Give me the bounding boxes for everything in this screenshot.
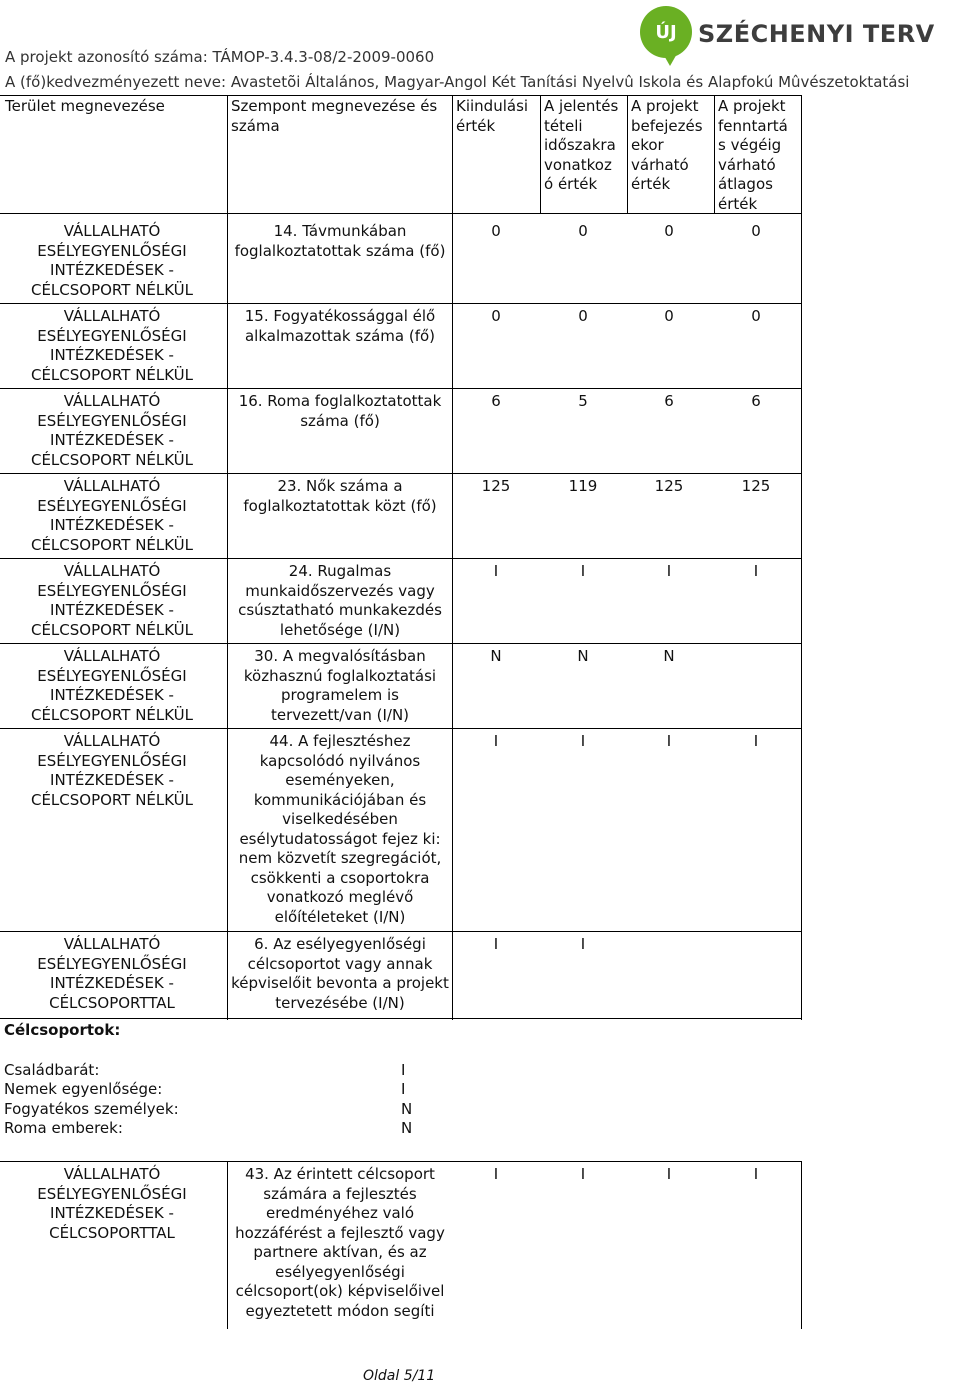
row-line-3 xyxy=(0,473,802,474)
row-line-1 xyxy=(0,303,802,304)
last-row-value-3: I xyxy=(666,1165,672,1183)
target-group-value: I xyxy=(401,1080,406,1098)
row-1-value-3: 0 xyxy=(664,222,674,240)
last-col-divider-1 xyxy=(227,1161,228,1329)
target-group-label: Nemek egyenlősége: xyxy=(4,1080,163,1098)
row-7-value-1: I xyxy=(493,732,499,750)
row-4-criterion: 23. Nők száma a foglalkoztatottak közt (fő) xyxy=(243,477,437,515)
row-5-criterion: 24. Rugalmas munkaidőszervezés vagy csúsztatható munkakezdés lehetősége (I/N) xyxy=(238,562,442,639)
logo-badge: ÚJ xyxy=(640,6,692,58)
row-4-value-2: 119 xyxy=(568,477,598,495)
row-2-area: VÁLLALHATÓ ESÉLYEGYENLŐSÉGI INTÉZKEDÉSEK - CÉLCSOPORT NÉLKÜL xyxy=(30,307,194,384)
row-4-value-3: 125 xyxy=(654,477,684,495)
row-8-area: VÁLLALHATÓ ESÉLYEGYENLŐSÉGI INTÉZKEDÉSEK - CÉLCSOPORTTAL xyxy=(37,935,187,1012)
row-3-value-2: 5 xyxy=(578,392,588,410)
col-header-sustain: A projekt fenntartá s végéig várható átlagos érték xyxy=(718,97,788,213)
row-7-value-2: I xyxy=(580,732,586,750)
szechenyi-terv-logo xyxy=(640,6,935,66)
row-1-criterion: 14. Távmunkában foglalkoztatottak száma (fő) xyxy=(234,222,446,260)
row-line-5 xyxy=(0,643,802,644)
row-7-value-3: I xyxy=(666,732,672,750)
project-id-line: A projekt azonosító száma: TÁMOP-3.4.3-08/2-2009-0060 xyxy=(5,48,435,66)
row-5-value-1: I xyxy=(493,562,499,580)
row-2-value-4: 0 xyxy=(751,307,761,325)
row-8-criterion: 6. Az esélyegyenlőségi célcsoportot vagy annak képviselőit bevonta a projekt tervezésébe (I/N) xyxy=(231,935,449,1012)
row-7-criterion: 44. A fejlesztéshez kapcsolódó nyilvános eseményeken, kommunikációjában és viselkedésében esélytudatosságot fejez ki: nem közvetít szegregációt, csökkenti a csoportokra vonatkozó meglévő előítéleteket (I/N) xyxy=(238,732,442,926)
row-2-value-1: 0 xyxy=(491,307,501,325)
target-group-label: Családbarát: xyxy=(4,1061,100,1079)
col-header-criterion: Szempont megnevezése és száma xyxy=(231,97,438,135)
row-6-value-3: N xyxy=(663,647,675,665)
row-line-4 xyxy=(0,558,802,559)
row-line-2 xyxy=(0,388,802,389)
last-row-value-2: I xyxy=(580,1165,586,1183)
row-3-value-1: 6 xyxy=(491,392,501,410)
row-5-value-4: I xyxy=(753,562,759,580)
row-5-value-3: I xyxy=(666,562,672,580)
target-group-value: N xyxy=(401,1119,413,1137)
row-4-value-1: 125 xyxy=(481,477,511,495)
target-group-label: Roma emberek: xyxy=(4,1119,123,1137)
target-group-value: N xyxy=(401,1100,413,1118)
col-divider-4 xyxy=(627,95,628,213)
row-7-area: VÁLLALHATÓ ESÉLYEGYENLŐSÉGI INTÉZKEDÉSEK - CÉLCSOPORT NÉLKÜL xyxy=(30,732,194,809)
row-6-value-1: N xyxy=(490,647,502,665)
row-8-value-2: I xyxy=(580,935,586,953)
row-7-value-4: I xyxy=(753,732,759,750)
row-line-8 xyxy=(0,1018,802,1019)
beneficiary-line: A (fő)kedvezményezett neve: Avastetõi Általános, Magyar-Angol Két Tanítási Nyelvû Iskola és Alapfokú Mûvészetoktatási xyxy=(5,73,910,91)
target-group-value: I xyxy=(401,1061,406,1079)
row-3-value-4: 6 xyxy=(751,392,761,410)
last-row-value-4: I xyxy=(753,1165,759,1183)
row-line-last-top xyxy=(0,1161,802,1162)
row-1-value-2: 0 xyxy=(578,222,588,240)
row-1-value-4: 0 xyxy=(751,222,761,240)
logo-badge-tail xyxy=(662,52,678,66)
row-6-criterion: 30. A megvalósításban közhasznú foglalkoztatási programelem is tervezett/van (I/N) xyxy=(243,647,437,724)
row-2-criterion: 15. Fogyatékossággal élő alkalmazottak száma (fő) xyxy=(244,307,436,345)
row-2-value-2: 0 xyxy=(578,307,588,325)
row-6-value-2: N xyxy=(577,647,589,665)
logo-brand-text: SZÉCHENYI TERV xyxy=(698,20,935,48)
last-row-criterion: 43. Az érintett célcsoport számára a fejlesztés eredményéhez való hozzáférést a fejlesztő vagy partnere aktívan, és az esélyegyenlőségi célcsoport(ok) képviselőivel egyeztetett módon segíti xyxy=(235,1165,445,1320)
row-5-value-2: I xyxy=(580,562,586,580)
row-3-value-3: 6 xyxy=(664,392,674,410)
row-line-top xyxy=(0,95,802,96)
col-header-area: Terület megnevezése xyxy=(5,97,165,115)
last-col-divider-6 xyxy=(801,1161,802,1329)
col-divider-3 xyxy=(540,95,541,213)
row-2-value-3: 0 xyxy=(664,307,674,325)
row-line-header xyxy=(0,213,802,214)
row-5-area: VÁLLALHATÓ ESÉLYEGYENLŐSÉGI INTÉZKEDÉSEK - CÉLCSOPORT NÉLKÜL xyxy=(30,562,194,639)
last-row-area: VÁLLALHATÓ ESÉLYEGYENLŐSÉGI INTÉZKEDÉSEK - CÉLCSOPORTTAL xyxy=(37,1165,187,1242)
col-header-baseline: Kiindulási érték xyxy=(456,97,529,135)
row-8-value-1: I xyxy=(493,935,499,953)
target-groups-title: Célcsoportok: xyxy=(4,1021,121,1039)
row-4-area: VÁLLALHATÓ ESÉLYEGYENLŐSÉGI INTÉZKEDÉSEK - CÉLCSOPORT NÉLKÜL xyxy=(30,477,194,554)
row-3-area: VÁLLALHATÓ ESÉLYEGYENLŐSÉGI INTÉZKEDÉSEK - CÉLCSOPORT NÉLKÜL xyxy=(30,392,194,469)
row-3-criterion: 16. Roma foglalkoztatottak száma (fő) xyxy=(238,392,442,430)
row-1-value-1: 0 xyxy=(491,222,501,240)
last-row-value-1: I xyxy=(493,1165,499,1183)
row-4-value-4: 125 xyxy=(741,477,771,495)
row-line-6 xyxy=(0,728,802,729)
row-6-area: VÁLLALHATÓ ESÉLYEGYENLŐSÉGI INTÉZKEDÉSEK - CÉLCSOPORT NÉLKÜL xyxy=(30,647,194,724)
page-number: Oldal 5/11 xyxy=(363,1368,436,1384)
row-line-7 xyxy=(0,931,802,932)
row-1-area: VÁLLALHATÓ ESÉLYEGYENLŐSÉGI INTÉZKEDÉSEK - CÉLCSOPORT NÉLKÜL xyxy=(30,222,194,299)
col-header-reporting: A jelentés tételi időszakra vonatkoz ó érték xyxy=(544,97,619,193)
col-header-project-end: A projekt befejezés ekor várható érték xyxy=(631,97,703,193)
target-group-label: Fogyatékos személyek: xyxy=(4,1100,179,1118)
col-divider-5 xyxy=(714,95,715,213)
